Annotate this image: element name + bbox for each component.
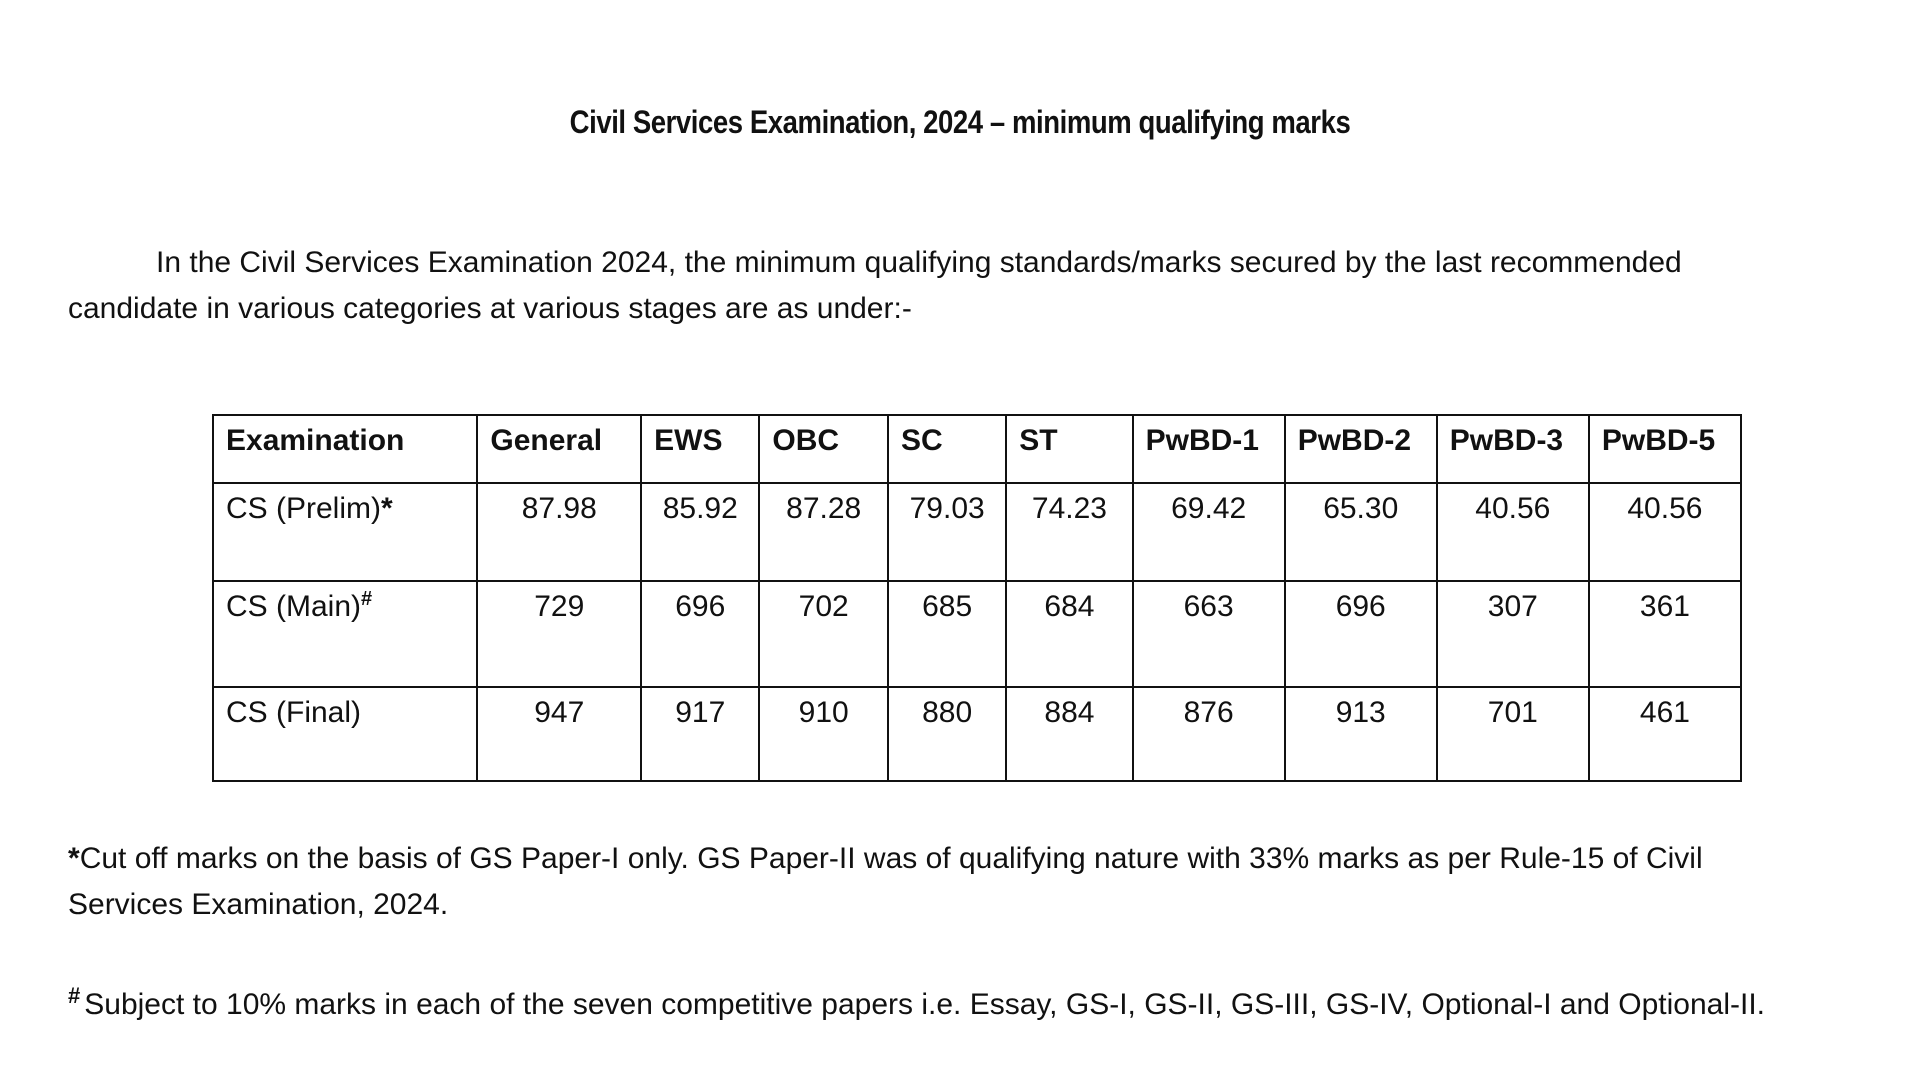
- header-general: General: [477, 415, 641, 483]
- row-label-main: [213, 581, 477, 687]
- cell-prelim-pwbd-2: 65.30: [1285, 483, 1437, 581]
- cell-main-obc: 702: [759, 581, 888, 687]
- cell-final-general: 947: [477, 687, 641, 781]
- cell-prelim-pwbd-3: 40.56: [1437, 483, 1589, 581]
- cell-prelim-st: 74.23: [1006, 483, 1132, 581]
- cell-prelim-pwbd-5: 40.56: [1589, 483, 1741, 581]
- cell-final-pwbd-1: 876: [1133, 687, 1285, 781]
- footnote-hash-marker: #: [68, 983, 81, 1008]
- cell-prelim-general: 87.98: [477, 483, 641, 581]
- cell-prelim-obc: 87.28: [759, 483, 888, 581]
- cell-final-sc: 880: [888, 687, 1006, 781]
- cell-main-pwbd-3: 307: [1437, 581, 1589, 687]
- cell-prelim-pwbd-1: 69.42: [1133, 483, 1285, 581]
- cell-final-pwbd-5: 461: [1589, 687, 1741, 781]
- footnote-cutoff-marker: *: [68, 842, 80, 875]
- header-pwbd-3: PwBD-3: [1437, 415, 1589, 483]
- cutoff-marks-table: [212, 414, 1742, 782]
- header-obc: OBC: [759, 415, 888, 483]
- cell-final-pwbd-2: 913: [1285, 687, 1437, 781]
- row-label-text: CS (Main): [226, 590, 362, 623]
- table-row-final: [213, 687, 1741, 781]
- intro-paragraph: In the Civil Services Examination 2024, the minimum qualifying standards/marks secured by the last recommended candidate in various categories at various stages are as under:-: [68, 246, 1682, 325]
- footnote-marker-star: *: [381, 492, 393, 525]
- page-title: Civil Services Examination, 2024 – minimum qualifying marks: [569, 104, 1351, 140]
- cell-main-ews: 696: [641, 581, 759, 687]
- footnote-hash-text: Subject to 10% marks in each of the seven competitive papers i.e. Essay, GS-I, GS-II, GS-III, GS-IV, Optional-I and Optional-II.: [84, 988, 1765, 1021]
- row-label-final: [213, 687, 477, 781]
- row-label-text: CS (Final): [226, 696, 362, 729]
- cell-main-pwbd-2: 696: [1285, 581, 1437, 687]
- header-pwbd-5: PwBD-5: [1589, 415, 1741, 483]
- row-label-text: CS (Prelim): [226, 492, 381, 525]
- header-examination: Examination: [213, 415, 477, 483]
- cell-final-st: 884: [1006, 687, 1132, 781]
- footnote-hash: [68, 982, 1788, 1028]
- footnote-cutoff: [68, 836, 1788, 928]
- cell-prelim-ews: 85.92: [641, 483, 759, 581]
- header-pwbd-2: PwBD-2: [1285, 415, 1437, 483]
- cell-final-ews: 917: [641, 687, 759, 781]
- header-sc: SC: [888, 415, 1006, 483]
- table-row-main: [213, 581, 1741, 687]
- footnote-marker-hash: #: [361, 588, 373, 610]
- header-st: ST: [1006, 415, 1132, 483]
- cell-main-pwbd-1: 663: [1133, 581, 1285, 687]
- cell-main-sc: 685: [888, 581, 1006, 687]
- row-label-prelim: [213, 483, 477, 581]
- cell-main-pwbd-5: 361: [1589, 581, 1741, 687]
- cell-prelim-sc: 79.03: [888, 483, 1006, 581]
- cell-final-pwbd-3: 701: [1437, 687, 1589, 781]
- table-header-row: [213, 415, 1741, 483]
- table-row-prelim: [213, 483, 1741, 581]
- cell-final-obc: 910: [759, 687, 888, 781]
- cell-main-general: 729: [477, 581, 641, 687]
- header-pwbd-1: PwBD-1: [1133, 415, 1285, 483]
- footnote-cutoff-text: Cut off marks on the basis of GS Paper-I only. GS Paper-II was of qualifying nature with 33% marks as per Rule-15 of Civil Services Examination, 2024.: [68, 842, 1703, 921]
- cell-main-st: 684: [1006, 581, 1132, 687]
- header-ews: EWS: [641, 415, 759, 483]
